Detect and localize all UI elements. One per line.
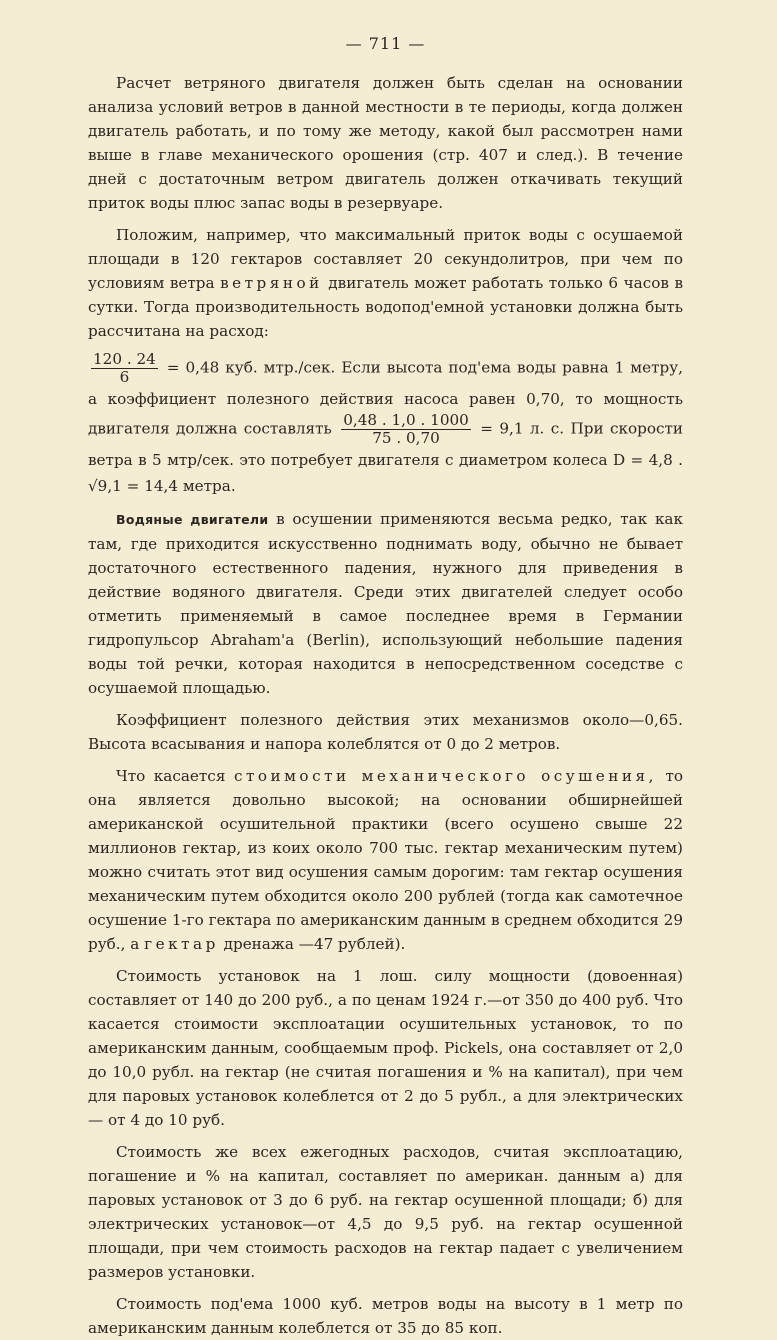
formula-flow-rate — [88, 351, 683, 499]
formula-flow-text: = 0,48 куб. мтр./сек. Если высота под'ема воды равна 1 метру, а коэффициент полезного действия насоса равен 0,70, то мощность двигателя должна составлять — [88, 358, 683, 438]
paragraph-example — [88, 223, 683, 343]
p2-text-b: двигатель может работать только 6 часов в сутки. Тогда производительность водопод'емной установки должна быть рассчитана на расход: — [88, 274, 683, 340]
fraction-flow-numerator: 120 . 24 — [93, 350, 156, 368]
p5-text-b: то она является довольно высокой; на основании обширнейшей американской осушительной практики (всего осушено свыше 22 миллионов гектар, из коих около 700 тыс. гектар механическим путем) можно считать этот вид осушения самым дорогим: там гектар осушения механическим путем обходится около 200 рублей (тогда как самотечное осушение 1-го гектара по американским данным в среднем обходится 29 руб., а — [88, 767, 684, 953]
paragraph-annual-expenses: Стоимость же всех ежегодных расходов, считая эксплоатацию, погашение и % на капитал, составляет по американ. данным а) для паровых установок от 3 до 6 руб. на гектар осушенной площади; б) для электрических установок—от 4,5 до 9,5 руб. на гектар осушенной площади, при чем стоимость расходов на гектар падает с увеличением размеров установки. — [88, 1143, 683, 1281]
paragraph-water-engines — [88, 507, 683, 700]
fraction-power — [341, 412, 471, 447]
paragraph-installation-cost: Стоимость установок на 1 лош. силу мощности (довоенная) составляет от 140 до 200 руб., а по ценам 1924 г.—от 350 до 400 руб. Что касается стоимости эксплоатации осушительных установок, то по американским данным, сообщаемым проф. Pickels, она составляет от 2,0 до 10,0 рубл. на гектар (не считая погашения и % на капитал), при чем для паровых установок колеблется от 2 до 5 рубл., а для электрических — от 4 до 10 руб. — [88, 967, 683, 1129]
fraction-flow — [91, 351, 158, 386]
section-heading-water-engines: Водяные двигатели — [116, 512, 269, 527]
p5-text-a: Что касается — [116, 767, 226, 785]
p2-text-a: Положим, например, что максимальный приток воды с осушаемой площади в 120 гектаров составляет 20 секундолитров, при чем по условиям ветра — [88, 226, 683, 292]
p5-spaced-phrase: стоимости механического осушения, — [233, 767, 657, 785]
fraction-power-numerator: 0,48 . 1,0 . 1000 — [343, 411, 469, 429]
p3-body: в осушении применяются весьма редко, так как там, где приходится искусственно поднимать воду, обычно не бывает достаточного естественного падения, нужного для приведения в действие водяного двигателя. Среди этих двигателей следует особо отметить применяемый в самое последнее время в Германии гидропульсор Abraham'а (Berlin), использующий небольшие падения воды той речки, которая находится в непосредственном соседстве с осушаемой площадью. — [88, 510, 683, 697]
fraction-flow-denominator: 6 — [119, 368, 130, 386]
page-number: — 711 — — [345, 34, 426, 53]
p5-text-c: дренажа —47 рублей). — [223, 935, 406, 953]
formula-power-text: = 9,1 л. с. При скорости ветра в 5 мтр/сек. это потребует двигателя с диаметром колеса D = 4,8 . √9,1 = 14,4 метра. — [88, 419, 684, 495]
paragraph-cost — [88, 764, 683, 956]
paragraph-wind-engine-calc: Расчет ветряного двигателя должен быть сделан на основании анализа условий ветров в данной местности в те периоды, когда должен двигатель работать, и по тому же методу, какой был рассмотрен нами выше в главе механического орошения (стр. 407 и след.). В течение дней с достаточным ветром двигатель должен откачивать текущий приток воды плюс запас воды в резервуаре. — [88, 74, 683, 212]
fraction-power-denominator: 75 . 0,70 — [372, 429, 440, 447]
paragraph-lift-cost: Стоимость под'ема 1000 куб. метров воды на высоту в 1 метр по американским данным колеблется от 35 до 85 коп. — [88, 1295, 683, 1337]
paragraph-efficiency: Коэффициент полезного действия этих механизмов около—0,65. Высота всасывания и напора колеблятся от 0 до 2 метров. — [88, 711, 683, 753]
p5-spaced-word: гектар — [144, 935, 219, 953]
p2-spaced-word: ветряной — [220, 274, 323, 292]
